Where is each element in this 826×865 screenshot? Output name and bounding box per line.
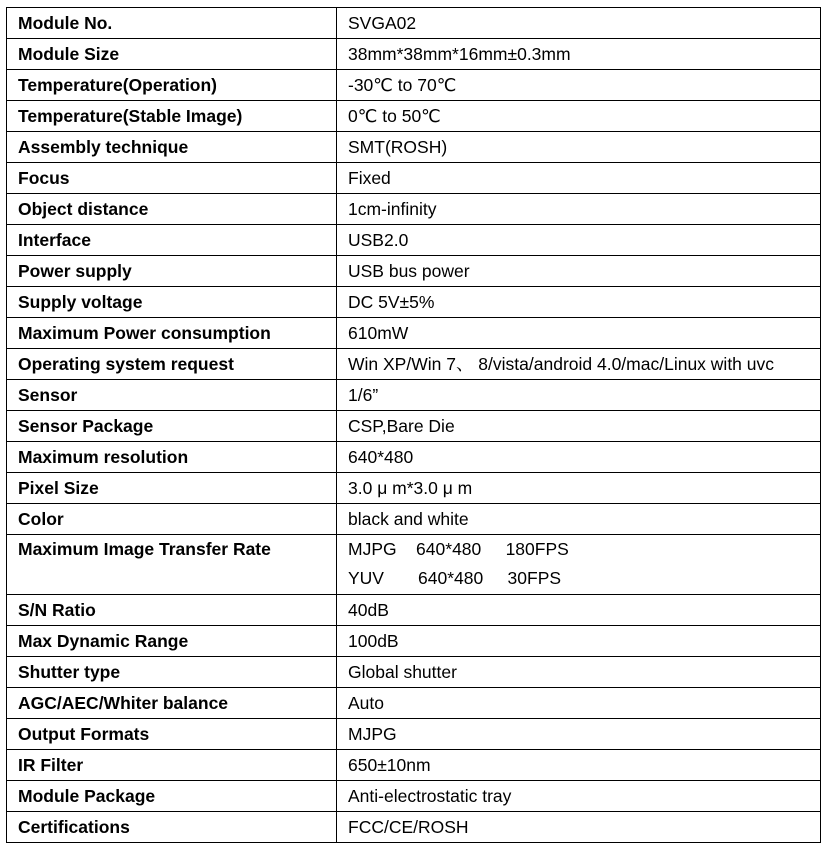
row-key: Module Size: [7, 39, 337, 70]
row-value: [337, 535, 821, 595]
row-key: Color: [7, 504, 337, 535]
table-row: [7, 626, 821, 657]
table-row: [7, 256, 821, 287]
row-value: 3.0 μ m*3.0 μ m: [337, 473, 821, 504]
row-value: FCC/CE/ROSH: [337, 812, 821, 843]
row-value: DC 5V±5%: [337, 287, 821, 318]
row-value: 40dB: [337, 595, 821, 626]
row-key: IR Filter: [7, 750, 337, 781]
table-row: [7, 535, 821, 595]
row-value: USB2.0: [337, 225, 821, 256]
row-value: 38mm*38mm*16mm±0.3mm: [337, 39, 821, 70]
row-key: Object distance: [7, 194, 337, 225]
row-key: Supply voltage: [7, 287, 337, 318]
row-value: SMT(ROSH): [337, 132, 821, 163]
table-row: [7, 812, 821, 843]
row-value: 640*480: [337, 442, 821, 473]
table-row: [7, 442, 821, 473]
table-row: [7, 101, 821, 132]
row-key: Module Package: [7, 781, 337, 812]
table-row: [7, 473, 821, 504]
row-key: Sensor: [7, 380, 337, 411]
row-value: Global shutter: [337, 657, 821, 688]
row-value: SVGA02: [337, 8, 821, 39]
table-row: [7, 411, 821, 442]
row-value: Anti-electrostatic tray: [337, 781, 821, 812]
row-key: Sensor Package: [7, 411, 337, 442]
row-value: Win XP/Win 7、 8/vista/android 4.0/mac/Linux with uvc: [337, 349, 821, 380]
row-value: CSP,Bare Die: [337, 411, 821, 442]
table-row: [7, 287, 821, 318]
row-value: -30℃ to 70℃: [337, 70, 821, 101]
table-row: [7, 595, 821, 626]
row-key: Output Formats: [7, 719, 337, 750]
row-key: AGC/AEC/Whiter balance: [7, 688, 337, 719]
row-key: Temperature(Stable Image): [7, 101, 337, 132]
row-value: Fixed: [337, 163, 821, 194]
table-row: [7, 132, 821, 163]
row-value: Auto: [337, 688, 821, 719]
table-row: [7, 194, 821, 225]
table-row: [7, 657, 821, 688]
row-value: 650±10nm: [337, 750, 821, 781]
row-value-line: MJPG 640*480 180FPS: [348, 539, 569, 559]
row-key: Maximum resolution: [7, 442, 337, 473]
row-key: Interface: [7, 225, 337, 256]
row-key: Certifications: [7, 812, 337, 843]
row-key: Focus: [7, 163, 337, 194]
row-key: Power supply: [7, 256, 337, 287]
row-value: 1cm-infinity: [337, 194, 821, 225]
row-value: 610mW: [337, 318, 821, 349]
row-key: Module No.: [7, 8, 337, 39]
row-key: Temperature(Operation): [7, 70, 337, 101]
table-row: [7, 163, 821, 194]
row-value: MJPG: [337, 719, 821, 750]
table-row: [7, 750, 821, 781]
row-key: Operating system request: [7, 349, 337, 380]
row-key: Maximum Power consumption: [7, 318, 337, 349]
table-row: [7, 349, 821, 380]
table-row: [7, 504, 821, 535]
row-value: 100dB: [337, 626, 821, 657]
table-row: [7, 225, 821, 256]
row-key: S/N Ratio: [7, 595, 337, 626]
table-row: [7, 8, 821, 39]
table-row: [7, 380, 821, 411]
table-row: [7, 688, 821, 719]
row-key: Assembly technique: [7, 132, 337, 163]
table-row: [7, 39, 821, 70]
table-row: [7, 318, 821, 349]
spec-table: [6, 7, 821, 843]
row-key: Max Dynamic Range: [7, 626, 337, 657]
row-key: Maximum Image Transfer Rate: [7, 535, 337, 595]
row-value: USB bus power: [337, 256, 821, 287]
table-row: [7, 781, 821, 812]
row-value: 0℃ to 50℃: [337, 101, 821, 132]
table-row: [7, 719, 821, 750]
row-value-line: YUV 640*480 30FPS: [348, 568, 562, 588]
row-value: black and white: [337, 504, 821, 535]
row-key: Pixel Size: [7, 473, 337, 504]
table-row: [7, 70, 821, 101]
row-value: 1/6”: [337, 380, 821, 411]
row-key: Shutter type: [7, 657, 337, 688]
